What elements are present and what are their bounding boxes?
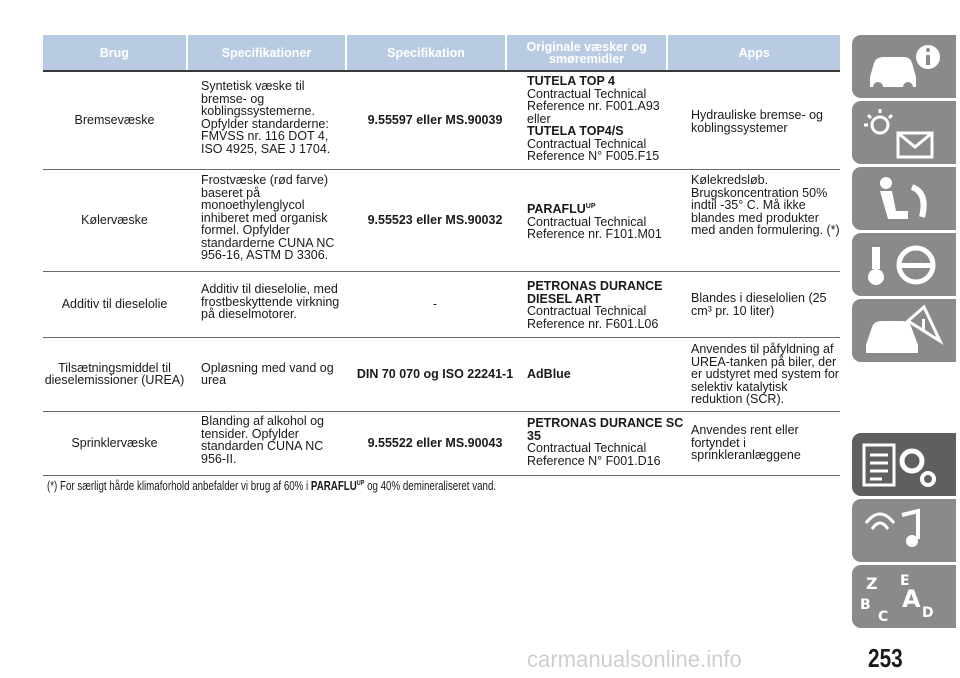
header-specifikationer: Specifikationer — [188, 35, 346, 70]
row3-apps: Blandes i dieselolien (25 cm³ pr. 10 liter) — [691, 291, 827, 318]
row4-brug: Tilsætningsmiddel til dieselemissioner (UREA) — [44, 360, 185, 387]
row1-original-line2: Contractual Technical Reference nr. F001.A93 eller — [527, 86, 660, 126]
row5-original-line1: PETRONAS DURANCE SC 35 — [527, 416, 684, 443]
sidebar-tab-car-info[interactable] — [852, 35, 956, 98]
specs-gear-icon — [852, 433, 956, 496]
key-steering-icon — [852, 233, 956, 296]
footnote-brand: PARAFLU — [310, 479, 357, 493]
svg-text:C: C — [878, 609, 889, 625]
row2-specifikation: 9.55523 eller MS.90032 — [367, 212, 503, 227]
row3-specifikation: - — [432, 296, 438, 311]
table-header — [43, 35, 840, 70]
footnote — [47, 479, 496, 493]
header-apps: Apps — [668, 35, 840, 70]
sidebar-tab-multimedia[interactable] — [852, 499, 956, 562]
row1-original-line1: TUTELA TOP 4 — [527, 74, 615, 88]
row5-specifikation: 9.55522 eller MS.90043 — [367, 435, 503, 450]
header-brug: Brug — [43, 35, 186, 70]
row3-brug: Additiv til dieselolie — [61, 296, 168, 311]
car-info-icon — [852, 35, 956, 98]
page-number: 253 — [868, 643, 903, 673]
sidebar-tab-warning-lights[interactable] — [852, 101, 956, 164]
svg-text:E: E — [900, 573, 910, 589]
svg-text:B: B — [860, 597, 871, 613]
row2-original-sup: UP — [585, 202, 596, 210]
warning-light-icon — [852, 101, 956, 164]
row1-apps: Hydrauliske bremse- og koblingssystemer — [691, 108, 823, 135]
row3-original-line2: Contractual Technical Reference nr. F601.L06 — [527, 304, 659, 331]
footnote-sup: UP — [356, 479, 365, 487]
row2-original — [527, 203, 685, 241]
row4-specifikationer: Opløsning med vand og urea — [201, 360, 334, 387]
table-bottom-rule — [43, 475, 840, 476]
row2-original-line2: Contractual Technical Reference nr. F101.M01 — [527, 214, 662, 241]
row1-specifikationer: Syntetisk væske til bremse- og koblingssystemerne. Opfylder standarderne: FMVSS nr. 116 DOT 4, ISO 4925, SAE J 1704. — [201, 79, 331, 156]
row1-original — [527, 75, 685, 163]
footnote-pre: (*) For særligt hårde klimaforhold anbefalder vi brug af 60% i — [47, 479, 311, 493]
row1-specifikation: 9.55597 eller MS.90039 — [367, 112, 503, 127]
footnote-post: og 40% demineraliseret vand. — [364, 479, 497, 493]
row2-brug: Kølervæske — [81, 212, 148, 227]
row3-original — [527, 280, 685, 330]
header-original: Originale væsker og smøremidler — [507, 35, 667, 70]
sidebar-tab-emergency[interactable] — [852, 299, 956, 362]
seat-airbag-icon — [852, 167, 956, 230]
row5-original — [527, 417, 685, 467]
svg-text:A: A — [902, 585, 921, 613]
index-letters-icon — [852, 565, 956, 628]
sidebar-tab-index[interactable] — [852, 565, 956, 628]
row2-apps: Kølekredsløb. Brugskoncentration 50% indtil -35° C. Må ikke blandes med produkter med anden formulering. (*) — [691, 173, 840, 237]
sidebar-tab-technical-specs[interactable] — [852, 433, 956, 496]
row5-brug: Sprinklervæske — [71, 435, 158, 450]
row4-original: AdBlue — [527, 366, 571, 381]
row1-original-line3: TUTELA TOP4/S — [527, 124, 624, 138]
row5-original-line2: Contractual Technical Reference N° F001.D16 — [527, 441, 661, 468]
multimedia-icon — [852, 499, 956, 562]
row3-original-line1: PETRONAS DURANCE DIESEL ART — [527, 279, 663, 306]
row1-brug: Bremsevæske — [74, 112, 155, 127]
sidebar-tab-safety[interactable] — [852, 167, 956, 230]
row5-apps: Anvendes rent eller fortyndet i sprinkleranlæggene — [691, 423, 801, 462]
row2-original-brand: PARAFLU — [527, 202, 586, 216]
row2-specifikationer: Frostvæske (rød farve) baseret på monoethylenglycol inhiberet med organisk formel. Opfylder standarderne CUNA NC 956-16, ASTM D 3306. — [201, 173, 335, 262]
row1-original-line4: Contractual Technical Reference N° F005.F15 — [527, 136, 660, 163]
svg-text:Z: Z — [866, 574, 878, 593]
header-specifikation: Specifikation — [347, 35, 505, 70]
svg-text:D: D — [922, 605, 934, 621]
sidebar-tab-start-drive[interactable] — [852, 233, 956, 296]
row3-specifikationer: Additiv til dieselolie, med frostbeskyttende virkning på dieselmotorer. — [201, 282, 340, 321]
car-crash-icon — [852, 299, 956, 362]
row5-specifikationer: Blanding af alkohol og tensider. Opfylder standarden CUNA NC 956-II. — [201, 414, 325, 466]
watermark: carmanualsonline.info — [527, 646, 742, 672]
row4-specifikation: DIN 70 070 og ISO 22241-1 — [356, 366, 514, 381]
row4-apps: Anvendes til påfyldning af UREA-tanken på biler, der er udstyret med system for selektiv katalytisk reduktion (SCR). — [691, 342, 839, 406]
